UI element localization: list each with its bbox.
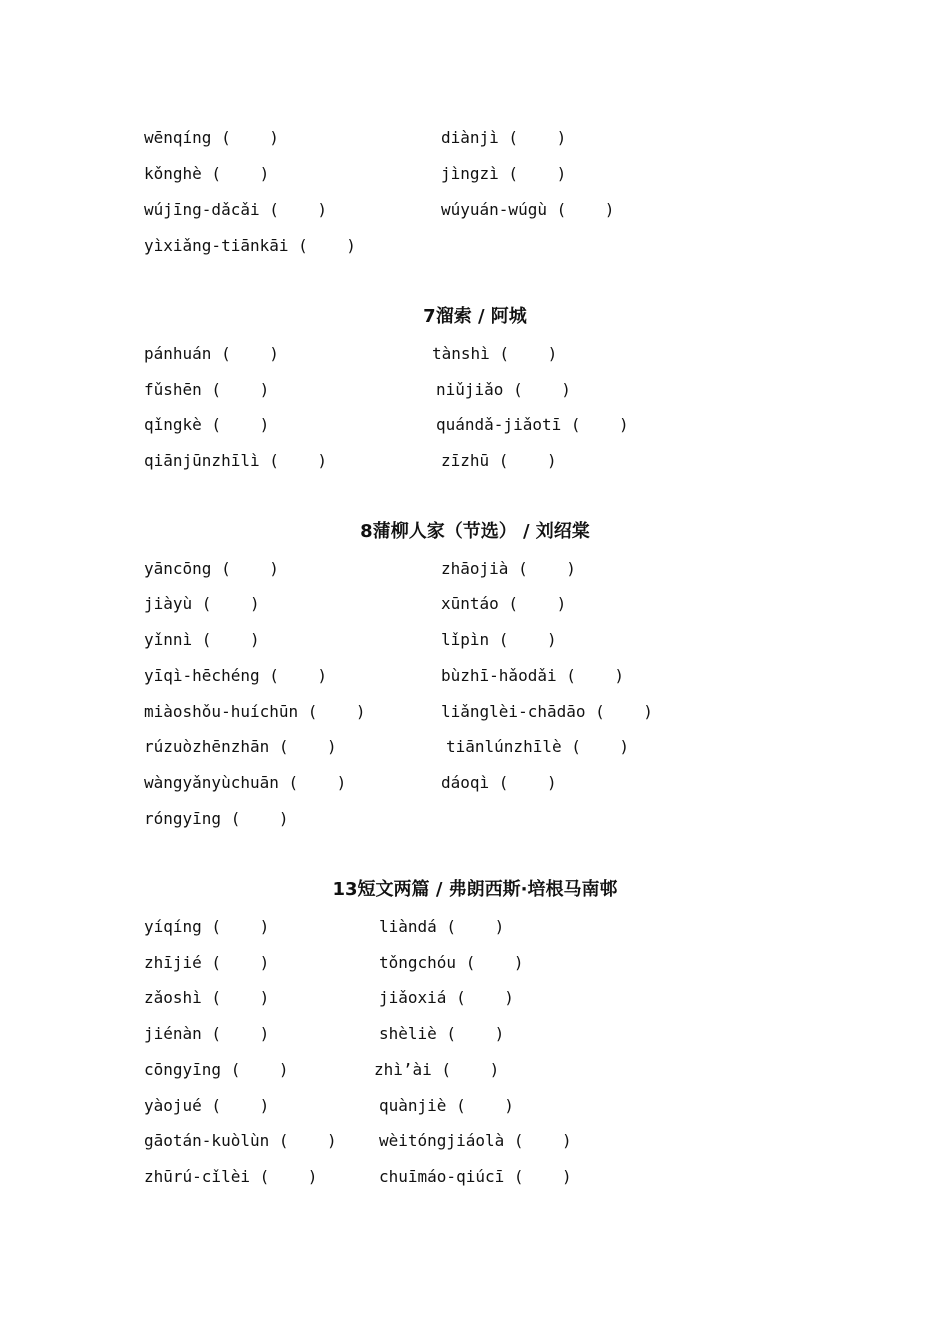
pinyin-item: chuīmáo-qiúcī ( ): [379, 1167, 572, 1186]
section-heading: 13短文两篇 / 弗朗西斯·培根马南邨: [332, 879, 618, 900]
pinyin-item: wèitóngjiáolà ( ): [379, 1131, 572, 1150]
pinyin-item: wēnqíng ( ): [144, 128, 279, 147]
pinyin-item: tiānlúnzhīlè ( ): [446, 737, 630, 756]
section-heading: 8蒲柳人家（节选） / 刘绍棠: [360, 521, 590, 542]
pinyin-item: fǔshēn ( ): [144, 380, 270, 399]
pinyin-item: jiénàn ( ): [144, 1024, 270, 1043]
pinyin-item: zhūrú-cǐlèi ( ): [144, 1167, 318, 1186]
pinyin-item: pánhuán ( ): [144, 344, 279, 363]
pinyin-item: zhāojià ( ): [441, 559, 576, 578]
pinyin-item: qǐngkè ( ): [144, 415, 270, 434]
pinyin-item: wúyuán-wúgù ( ): [441, 200, 615, 219]
pinyin-item: zǎoshì ( ): [144, 988, 270, 1007]
pinyin-item: bùzhī-hǎodǎi ( ): [441, 666, 625, 685]
pinyin-item: liǎnglèi-chādāo ( ): [441, 702, 653, 721]
pinyin-item: yīqì-hēchéng ( ): [144, 666, 328, 685]
pinyin-item: zīzhū ( ): [441, 451, 557, 470]
pinyin-item: yìxiǎng-tiānkāi ( ): [144, 236, 356, 255]
pinyin-item: quándǎ-jiǎotī ( ): [436, 415, 629, 434]
pinyin-item: róngyīng ( ): [144, 809, 289, 828]
pinyin-item: liàndá ( ): [379, 917, 505, 936]
pinyin-item: zhījié ( ): [144, 953, 270, 972]
pinyin-item: niǔjiǎo ( ): [436, 380, 571, 399]
pinyin-item: jiǎoxiá ( ): [379, 988, 514, 1007]
pinyin-item: tǒngchóu ( ): [379, 953, 524, 972]
pinyin-item: qiānjūnzhīlì ( ): [144, 451, 328, 470]
pinyin-item: diànjì ( ): [441, 128, 567, 147]
pinyin-item: jìngzì ( ): [441, 164, 567, 183]
pinyin-item: xūntáo ( ): [441, 594, 567, 613]
pinyin-item: lǐpìn ( ): [441, 630, 557, 649]
pinyin-item: wújīng-dǎcǎi ( ): [144, 200, 328, 219]
pinyin-item: yíqíng ( ): [144, 917, 270, 936]
pinyin-item: jiàyù ( ): [144, 594, 260, 613]
pinyin-item: quànjiè ( ): [379, 1096, 514, 1115]
pinyin-item: miàoshǒu-huíchūn ( ): [144, 702, 366, 721]
pinyin-item: dáoqì ( ): [441, 773, 557, 792]
pinyin-item: tànshì ( ): [432, 344, 558, 363]
pinyin-item: kǒnghè ( ): [144, 164, 270, 183]
pinyin-item: yāncōng ( ): [144, 559, 279, 578]
pinyin-item: yǐnnì ( ): [144, 630, 260, 649]
pinyin-item: wàngyǎnyùchuān ( ): [144, 773, 347, 792]
pinyin-item: zhì’ài ( ): [374, 1060, 500, 1079]
pinyin-item: shèliè ( ): [379, 1024, 505, 1043]
section-heading: 7溜索 / 阿城: [423, 306, 527, 327]
pinyin-item: rúzuòzhēnzhān ( ): [144, 737, 337, 756]
pinyin-item: cōngyīng ( ): [144, 1060, 289, 1079]
pinyin-item: gāotán-kuòlùn ( ): [144, 1131, 337, 1150]
pinyin-item: yàojué ( ): [144, 1096, 270, 1115]
